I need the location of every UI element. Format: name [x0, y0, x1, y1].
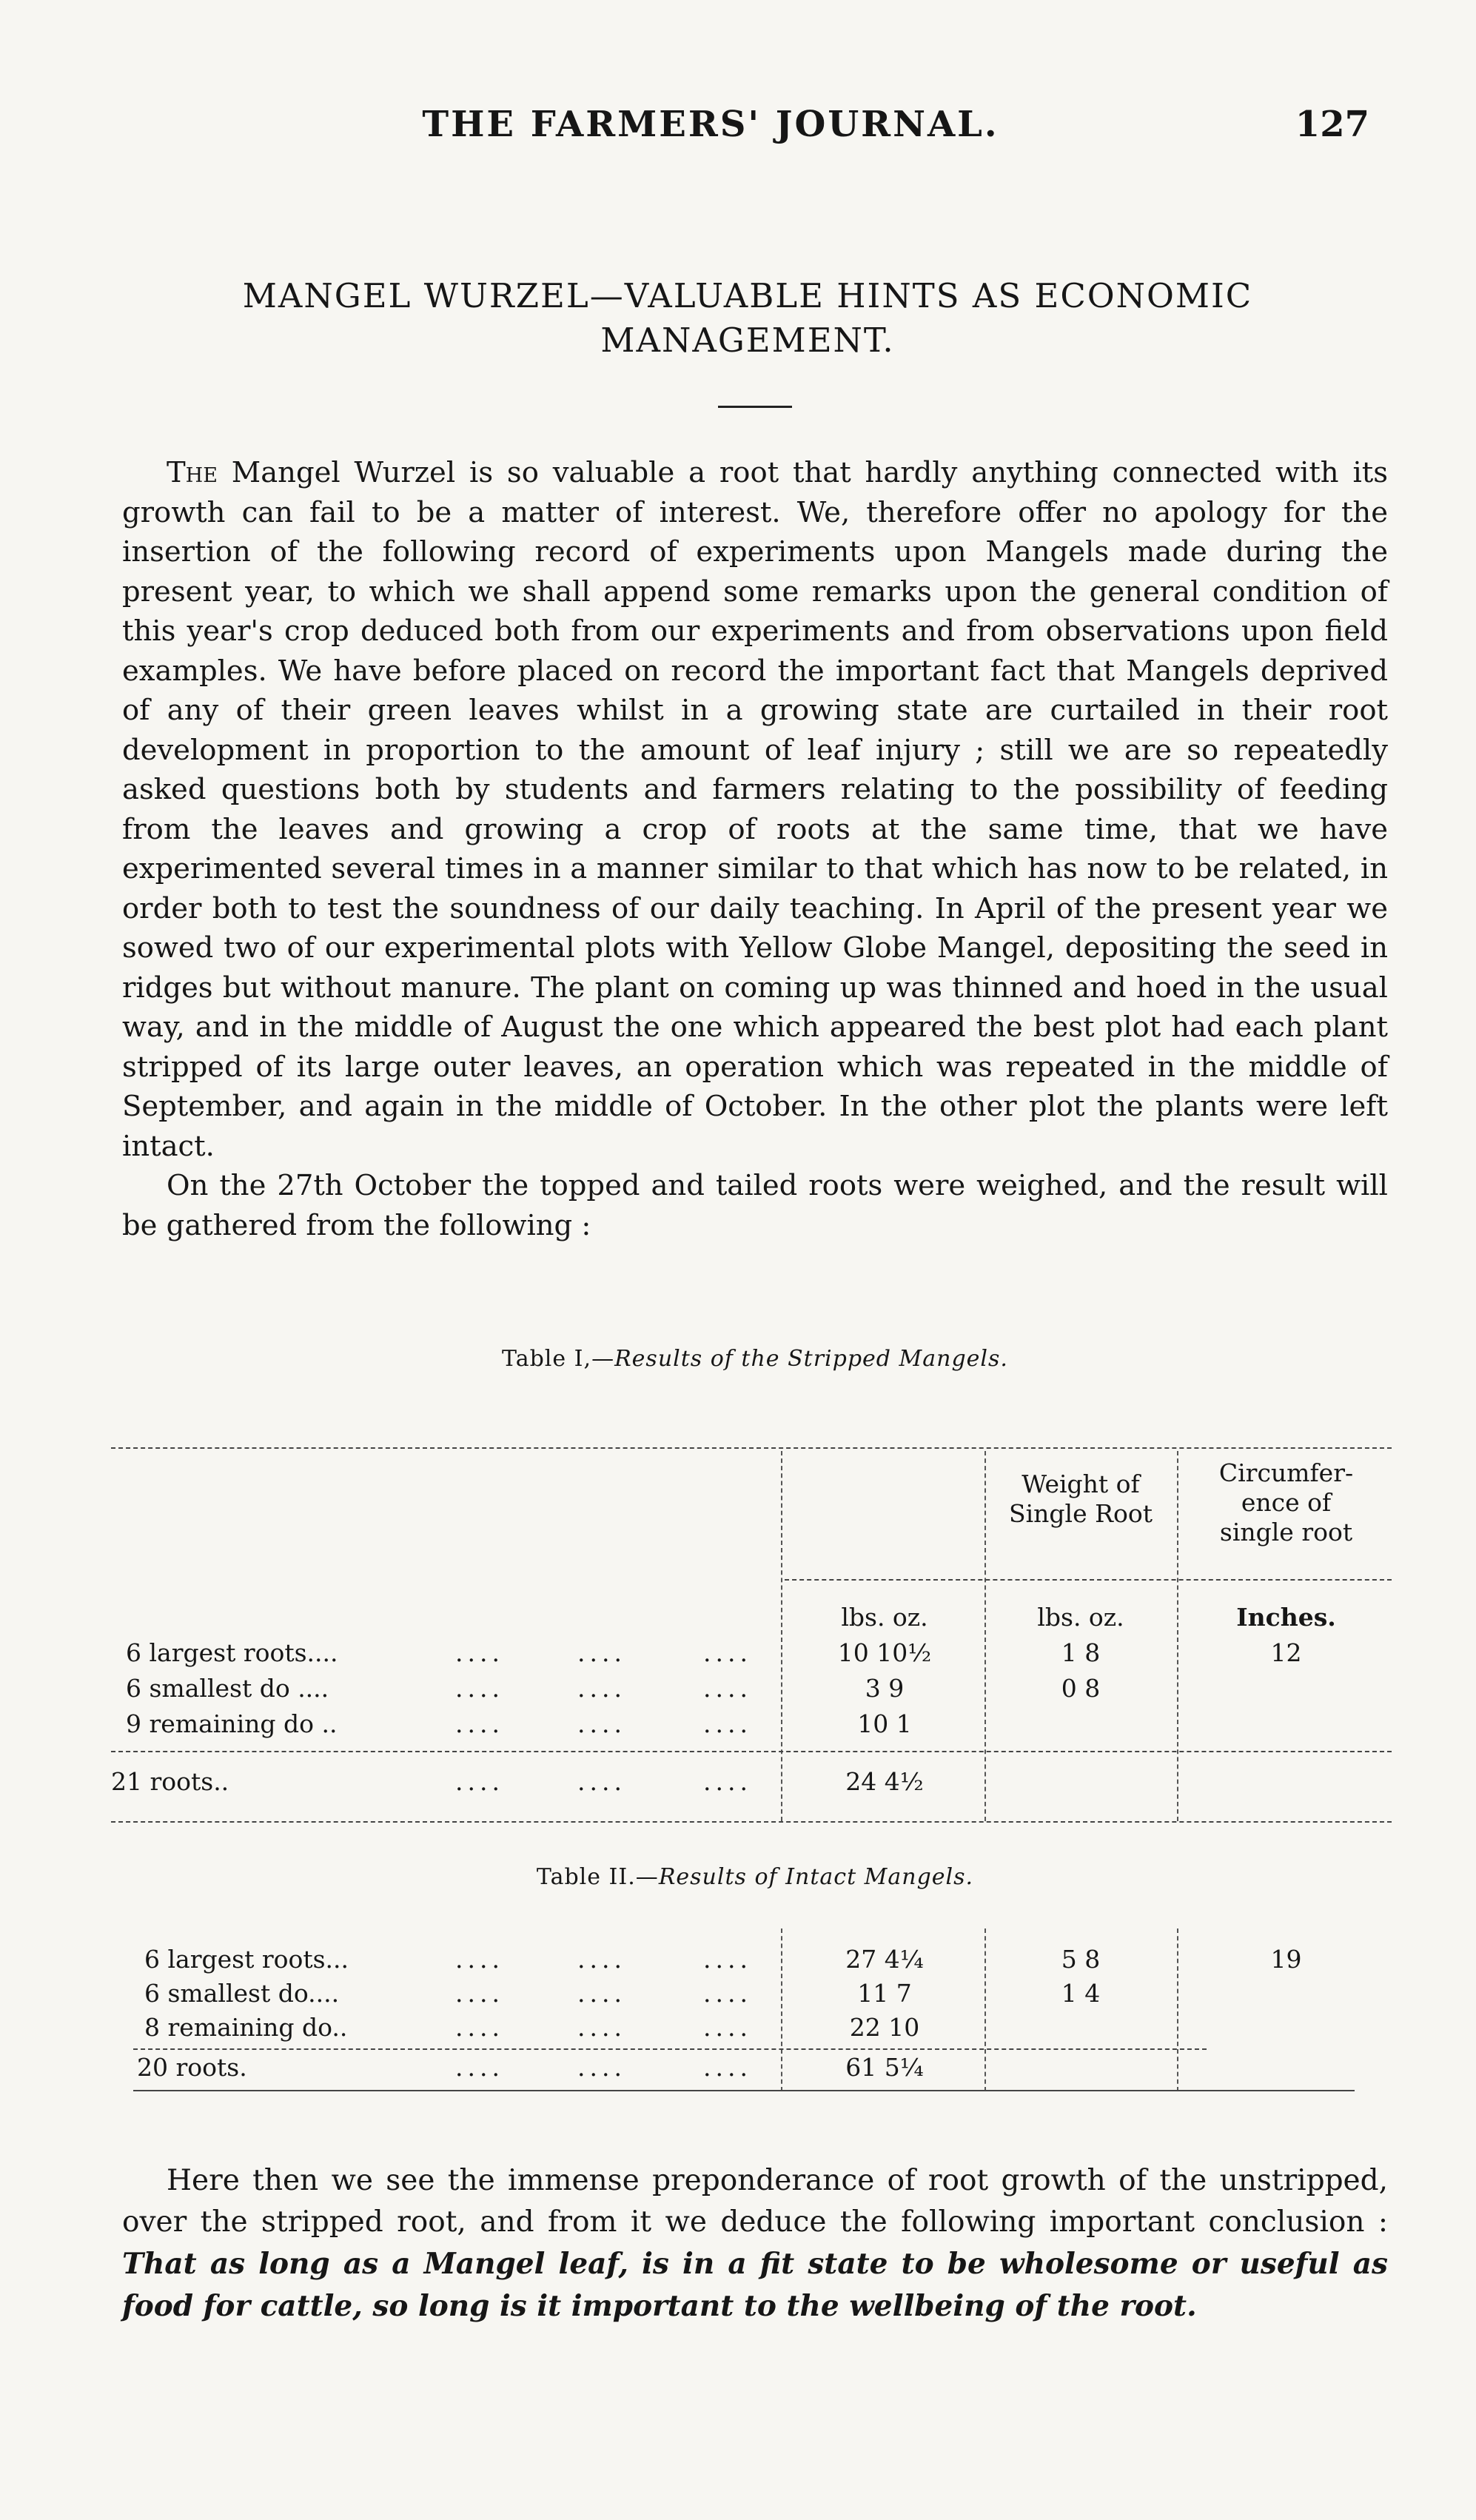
- table-1-divider-1: [781, 1451, 782, 1821]
- paragraph-2: On the 27th October the topped and tailed roots were weighed, and the result will be gathered from the following :: [122, 1169, 1388, 1242]
- table-2-total-label: 20 roots.: [137, 2053, 247, 2082]
- table-2-bottom-rule: [133, 2090, 1355, 2091]
- table-1-circumference-header: [1181, 1458, 1392, 1547]
- table-1-row-2-label: 6 smallest do ....: [126, 1674, 329, 1703]
- table-1-unit-single: lbs. oz.: [1037, 1603, 1124, 1632]
- table-1-caption-prefix: Table I,—: [502, 1346, 615, 1372]
- article-title-line-1: MANGEL WURZEL—VALUABLE HINTS AS ECONOMIC: [242, 276, 1253, 315]
- table-2-row-3-dots-c: ....: [703, 2013, 752, 2042]
- table-1-header-rule: [785, 1579, 1392, 1581]
- running-title: THE FARMERS' JOURNAL.: [422, 104, 999, 145]
- table-2-row-3-total: 22 10: [849, 2013, 920, 2042]
- table-2-divider-2: [984, 1928, 986, 2091]
- table-2-total-dots-b: ....: [577, 2053, 626, 2082]
- table-2-total-dots-c: ....: [703, 2053, 752, 2082]
- table-2-row-2-dots-a: ....: [455, 1979, 504, 2008]
- table-1-total-dots-b: ....: [577, 1767, 626, 1796]
- table-2-divider-3: [1177, 1928, 1178, 2091]
- table-1-row-1-circumference: 12: [1270, 1638, 1302, 1667]
- table-1-row-2-total: 3 9: [865, 1674, 905, 1703]
- weight-header-line-1: Weight of: [1022, 1470, 1140, 1498]
- table-2-caption-title: Results of Intact Mangels.: [658, 1864, 974, 1890]
- table-2-row-1-label: 6 largest roots...: [144, 1945, 349, 1974]
- table-1-row-1-single: 1 8: [1061, 1638, 1101, 1667]
- table-1-row-2-dots-b: ....: [577, 1674, 626, 1703]
- table-1-caption: [122, 1346, 1388, 1372]
- table-2-row-3-label: 8 remaining do..: [144, 2013, 348, 2042]
- table-2-row-1-single: 5 8: [1061, 1945, 1101, 1974]
- weight-header-line-2: Single Root: [1009, 1499, 1153, 1528]
- table-1-sum-rule: [111, 1751, 1392, 1752]
- table-1-row-1-dots-c: ....: [703, 1638, 752, 1667]
- table-1-total-label: 21 roots..: [111, 1767, 229, 1796]
- table-1-row-2-dots-a: ....: [455, 1674, 504, 1703]
- table-1-top-rule: [111, 1447, 1392, 1449]
- table-2-divider-1: [781, 1928, 782, 2091]
- table-2-caption: [122, 1864, 1388, 1890]
- table-2-row-1-circumference: 19: [1270, 1945, 1302, 1974]
- table-2-row-2-total: 11 7: [857, 1979, 912, 2008]
- table-1-row-1-dots-a: ....: [455, 1638, 504, 1667]
- table-1-unit-circumference: Inches.: [1236, 1603, 1336, 1632]
- paragraph-1-text: Mangel Wurzel is so valuable a root that hardly anything connected with its growth can fail to be a matter of interest. We, therefore offer no apology for the insertion of the following record of experiments upon Mangels made during the present year, to which we shall append some remarks upon the general condition of this year's crop deduced both from our experiments and from observations upon field examples. We have before placed on record the important fact that Mangels deprived of any of their green leaves whilst in a growing state are curtailed in their root development in proportion to the amount of leaf injury ; still we are so repeatedly asked questions both by students and farmers relating to the possibility of feeding from the leaves and growing a crop of roots at the same time, that we have experimented several times in a manner similar to that which has now to be related, in order both to test the soundness of our daily teaching. In April of the present year we sowed two of our experimental plots with Yellow Globe Mangel, depositing the seed in ridges but without manure. The plant on coming up was thinned and hoed in the usual way, and in the middle of August the one which appeared the best plot had each plant stripped of its large outer leaves, an operation which was repeated in the middle of September, and again in the middle of October. In the other plot the plants were left intact.: [122, 456, 1388, 1163]
- table-1-row-1-total: 10 10½: [837, 1638, 932, 1667]
- article-title-line-2: MANAGEMENT.: [600, 321, 895, 360]
- article-body: [122, 453, 1388, 1245]
- table-2-row-1-dots-a: ....: [455, 1945, 504, 1974]
- table-1-row-3-label: 9 remaining do ..: [126, 1709, 338, 1738]
- paragraph-1-lead-word: The: [167, 456, 218, 489]
- table-2-row-3-dots-b: ....: [577, 2013, 626, 2042]
- table-1-total-dots-a: ....: [455, 1767, 504, 1796]
- conclusion-paragraph: [122, 2160, 1388, 2328]
- table-1-row-3-dots-c: ....: [703, 1709, 752, 1738]
- circumference-header-line-2: ence of: [1241, 1488, 1332, 1517]
- table-1-row-2-single: 0 8: [1061, 1674, 1101, 1703]
- circumference-header-line-1: Circumfer-: [1218, 1458, 1354, 1487]
- table-1-caption-title: Results of the Stripped Mangels.: [614, 1346, 1008, 1372]
- table-1-row-3-dots-a: ....: [455, 1709, 504, 1738]
- table-1: [111, 1447, 1392, 1832]
- table-1-row-1-dots-b: ....: [577, 1638, 626, 1667]
- table-2-row-3-dots-a: ....: [455, 2013, 504, 2042]
- circumference-header-line-3: single root: [1219, 1518, 1353, 1546]
- table-1-divider-2: [984, 1451, 986, 1821]
- table-1-row-3-total: 10 1: [857, 1709, 912, 1738]
- table-1-total-dots-c: ....: [703, 1767, 752, 1796]
- table-2-row-1-dots-c: ....: [703, 1945, 752, 1974]
- conclusion-roman: Here then we see the immense preponderance of root growth of the unstripped, over the stripped root, and from it we deduce the following important conclusion :: [122, 2164, 1388, 2239]
- table-1-bottom-rule: [111, 1821, 1392, 1823]
- table-2: [111, 1936, 1392, 2091]
- table-1-total-value: 24 4½: [845, 1767, 924, 1796]
- table-1-row-3-dots-b: ....: [577, 1709, 626, 1738]
- table-1-row-2-dots-c: ....: [703, 1674, 752, 1703]
- page-number: 127: [1295, 104, 1369, 145]
- table-2-row-2-label: 6 smallest do....: [144, 1979, 340, 2008]
- table-2-row-1-dots-b: ....: [577, 1945, 626, 1974]
- table-1-divider-3: [1177, 1451, 1178, 1821]
- paragraph-1: [122, 453, 1388, 1166]
- table-2-row-2-dots-b: ....: [577, 1979, 626, 2008]
- conclusion-italic: That as long as a Mangel leaf, is in a fit state to be wholesome or useful as food for cattle, so long is it important to the wellbeing of the root.: [122, 2247, 1388, 2323]
- conclusion-text: [122, 2160, 1388, 2328]
- table-2-row-2-dots-c: ....: [703, 1979, 752, 2008]
- table-2-total-value: 61 5¼: [845, 2053, 924, 2082]
- table-2-row-1-total: 27 4¼: [845, 1945, 924, 1974]
- page-header: [0, 104, 1476, 148]
- table-1-row-1-label: 6 largest roots....: [126, 1638, 338, 1667]
- table-2-total-dots-a: ....: [455, 2053, 504, 2082]
- table-2-sum-rule: [133, 2048, 1207, 2050]
- table-1-weight-header: [988, 1470, 1173, 1529]
- article-title: [192, 274, 1303, 363]
- title-rule: [718, 406, 792, 408]
- table-2-caption-prefix: Table II.—: [536, 1864, 659, 1890]
- table-2-row-2-single: 1 4: [1061, 1979, 1101, 2008]
- table-1-unit-total: lbs. oz.: [841, 1603, 928, 1632]
